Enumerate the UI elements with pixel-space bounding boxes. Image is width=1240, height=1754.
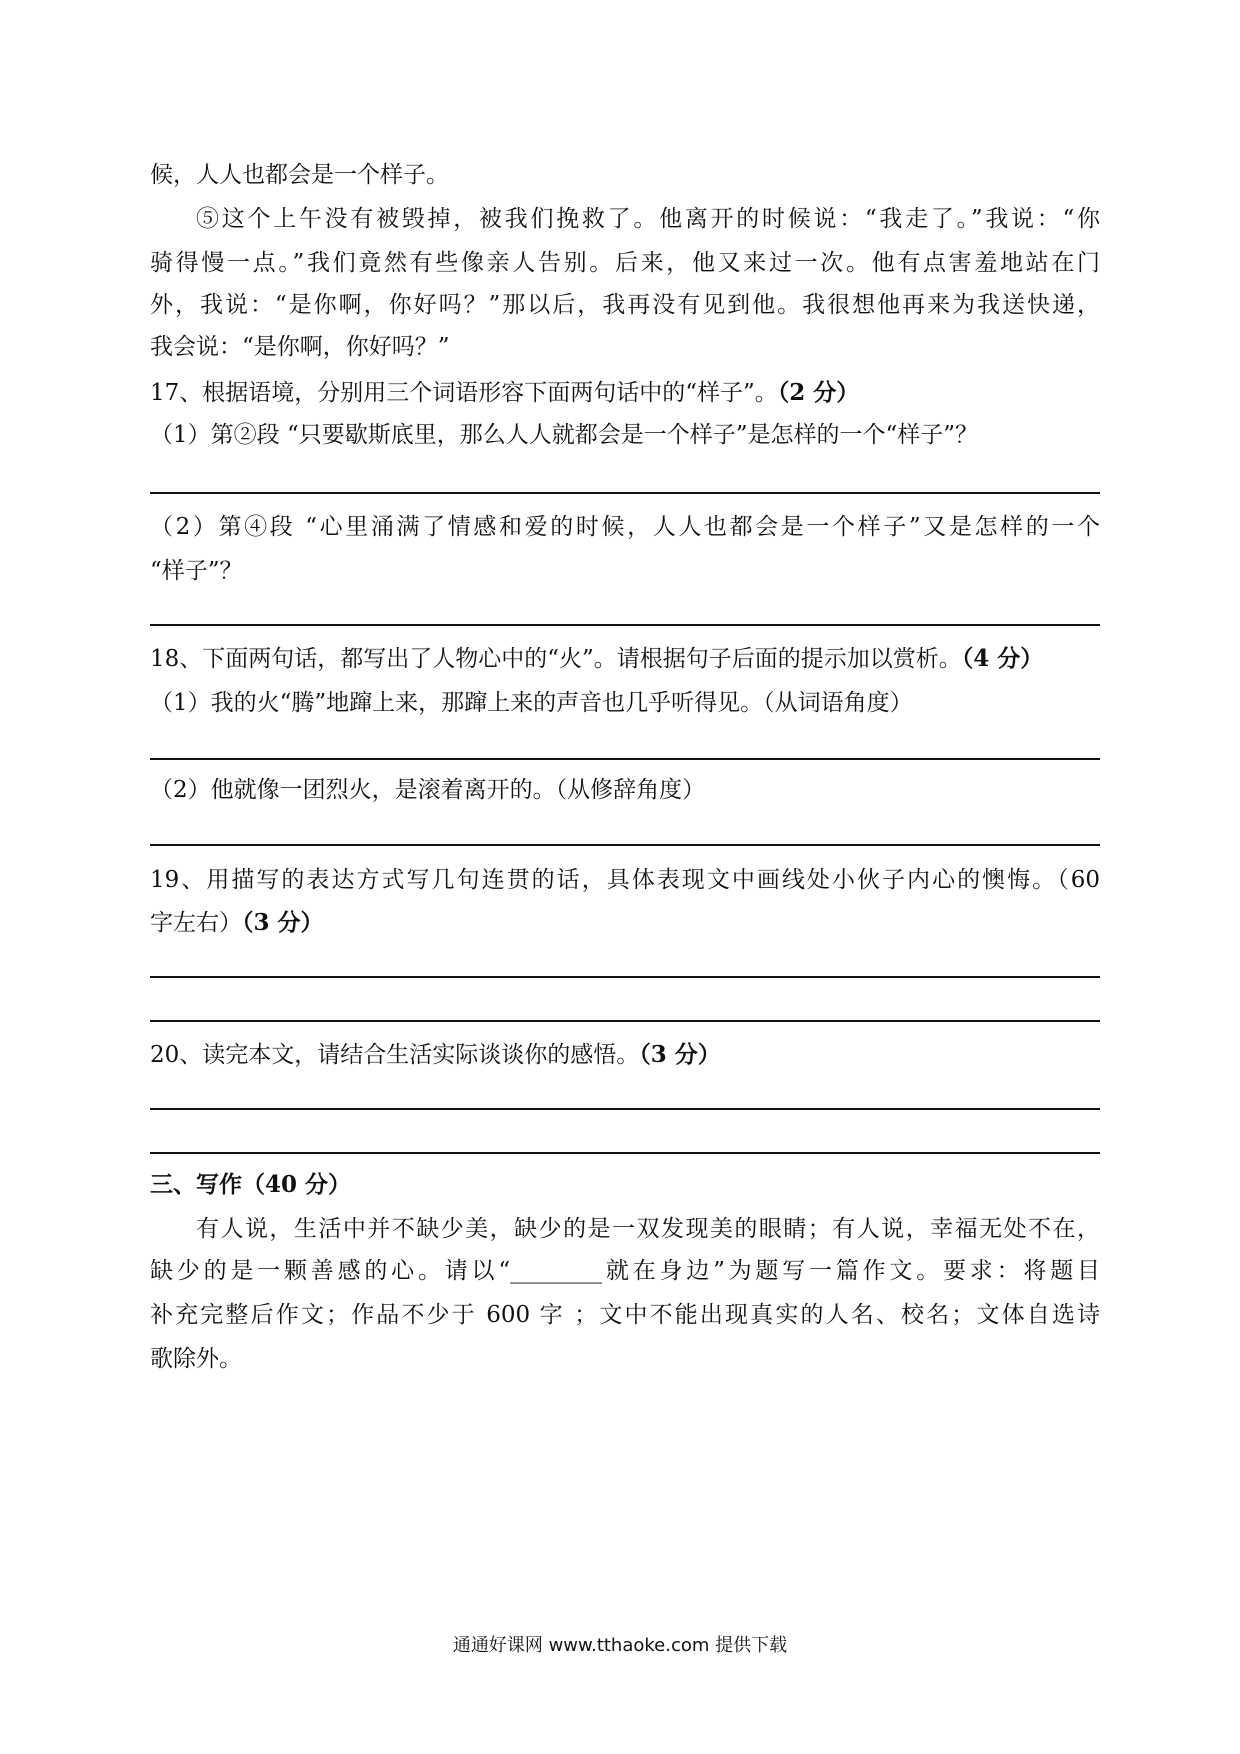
question-20-stem (150, 1040, 1100, 1070)
question-17-sub-1: （1）第②段 “只要歇斯底里，那么人人就都会是一个样子”是怎样的一个“样子”？ (150, 422, 978, 448)
question-17-score: （2 分） (777, 379, 860, 406)
question-17-sub-2-line: “样子”？ (150, 558, 243, 584)
passage-paragraph-5-line: 我会说：“是你啊，你好吗？” (150, 334, 450, 360)
answer-line[interactable] (150, 758, 1100, 760)
question-19-line (150, 908, 1100, 938)
question-20-text: 20、读完本文，请结合生活实际谈谈你的感悟。 (150, 1042, 640, 1068)
answer-line[interactable] (150, 1020, 1100, 1022)
question-19-line: 19、用描写的表达方式写几句连贯的话，具体表现文中画线处小伙子内心的懊悔。（60 (150, 867, 1100, 893)
question-18-sub-2: （2）他就像一团烈火，是滚着离开的。（从修辞角度） (150, 777, 706, 803)
answer-line[interactable] (150, 844, 1100, 846)
question-19-text: 字左右） (150, 910, 242, 936)
writing-prompt-line: 补充完整后作文；作品不少于 600 字 ；文中不能出现真实的人名、校名；文体自选诗 (150, 1302, 1100, 1328)
writing-heading: 三、写作（40 分） (150, 1171, 352, 1198)
passage-paragraph-5-line: 骑得慢一点。”我们竟然有些像亲人告别。后来，他又来过一次。他有点害羞地站在门 (150, 250, 1100, 276)
answer-line[interactable] (150, 1152, 1100, 1154)
passage-paragraph-5-line: ⑤这个上午没有被毁掉，被我们挽救了。他离开的时候说：“我走了。”我说：“你 (196, 206, 1100, 232)
question-20-score: （3 分） (639, 1041, 721, 1068)
question-19-score: （3 分） (242, 909, 324, 936)
question-17-text: 17、根据语境，分别用三个词语形容下面两句话中的“样子”。 (150, 380, 778, 406)
question-17-sub-2-line: （2）第④段 “心里涌满了情感和爱的时候，人人也都会是一个样子”又是怎样的一个 (150, 514, 1100, 540)
answer-line[interactable] (150, 624, 1100, 626)
page-footer: 通通好课网 www.tthaoke.com 提供下载 (452, 1635, 788, 1656)
answer-line[interactable] (150, 976, 1100, 978)
writing-prompt-line: 歌除外。 (150, 1346, 242, 1372)
question-18-score: （4 分） (961, 645, 1044, 672)
writing-prompt-line: 缺少的是一颗善感的心。请以“________就在身边”为题写一篇作文。要求：将题目 (150, 1258, 1100, 1284)
passage-line: 候，人人也都会是一个样子。 (150, 162, 449, 188)
question-17-stem (150, 378, 1100, 408)
writing-prompt-line: 有人说，生活中并不缺少美，缺少的是一双发现美的眼睛；有人说，幸福无处不在， (196, 1216, 1100, 1242)
question-18-text: 18、下面两句话，都写出了人物心中的“火”。请根据句子后面的提示加以赏析。 (150, 646, 962, 672)
answer-line[interactable] (150, 492, 1100, 494)
answer-line[interactable] (150, 1108, 1100, 1110)
question-18-stem (150, 644, 1100, 674)
question-18-sub-1: （1）我的火“腾”地蹿上来，那蹿上来的声音也几乎听得见。（从词语角度） (150, 690, 913, 716)
passage-paragraph-5-line: 外，我说：“是你啊，你好吗？”那以后，我再没有见到他。我很想他再来为我送快递， (150, 292, 1100, 318)
